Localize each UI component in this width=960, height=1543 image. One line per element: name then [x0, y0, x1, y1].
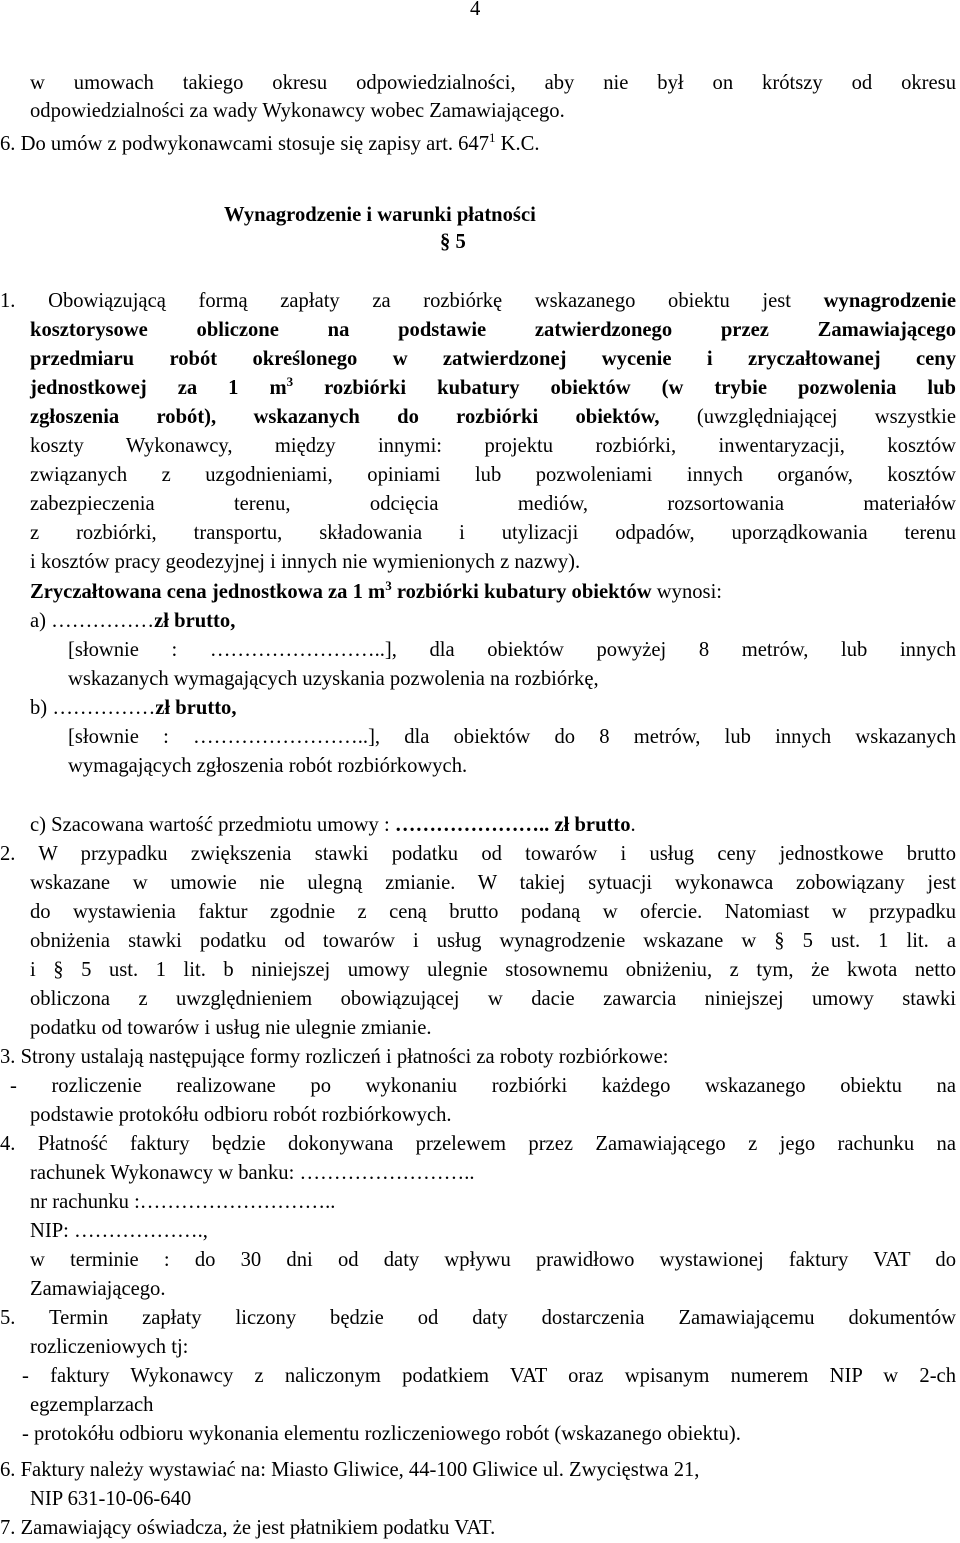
p1-line-6: koszty Wykonawcy, między innymi: projektu rozbiórki, inwentaryzacji, kosztów: [30, 435, 956, 457]
p2-line-6: obliczona z uwzględnieniem obowiązującej w dacie zawarcia niniejszej umowy stawki: [30, 988, 956, 1010]
price-line: [30, 579, 722, 605]
p2-line-7: podatku od towarów i usług nie ulegnie zmianie.: [30, 1017, 432, 1039]
p2-line-4: obniżenia stawki podatku od towarów i usług wynagrodzenie wskazane w § 5 ust. 1 lit. a: [30, 930, 956, 952]
p1-line-5-bold: zgłoszenia robót), wskazanych do rozbiórki obiektów,: [30, 406, 660, 428]
option-b: [30, 695, 237, 721]
price-line-sup: 3: [385, 578, 392, 593]
option-b-words: [słownie : ……………………..], dla obiektów do 8 metrów, lub innych wskazanych: [68, 726, 956, 748]
price-line-a: Zryczałtowana cena jednostkowa za 1 m: [30, 581, 386, 603]
option-b-dots: ……………: [52, 697, 156, 719]
intro-line-3-prefix: 6. Do umów z podwykonawcami stosuje się zapisy art. 647: [0, 133, 490, 155]
p1-line-5-text: (uwzględniającej wszystkie: [659, 406, 956, 428]
p4-line-6: Zamawiającego.: [30, 1278, 166, 1300]
p4-line-5: w terminie : do 30 dni od daty wpływu prawidłowo wystawionej faktury VAT do: [30, 1249, 956, 1271]
p1-line-1-bold: wynagrodzenie: [823, 290, 956, 312]
p2-line-1: 2. W przypadku zwiększenia stawki podatku od towarów i usług ceny jednostkowe brutto: [0, 843, 956, 865]
p4-line-3: nr rachunku :………………………..: [30, 1191, 336, 1213]
section-number: § 5: [440, 231, 466, 253]
p4-line-1: 4. Płatność faktury będzie dokonywana przelewem przez Zamawiającego z jego rachunku na: [0, 1133, 956, 1155]
p5-line-4: egzemplarzach: [30, 1394, 154, 1416]
p1-line-2: kosztorysowe obliczone na podstawie zatwierdzonego przez Zamawiającego: [30, 319, 956, 341]
p2-line-3: do wystawienia faktur zgodnie z ceną brutto podaną w ofercie. Natomiast w przypadku: [30, 901, 956, 923]
p3-line-2: - rozliczenie realizowane po wykonaniu rozbiórki każdego wskazanego obiektu na: [10, 1075, 956, 1097]
option-a-prefix: a): [30, 610, 52, 632]
intro-line-3-sup: 1: [489, 130, 496, 145]
p1-line-4-b: rozbiórki kubatury obiektów (w trybie pozwolenia lub: [293, 377, 956, 399]
option-a-words-2: wskazanych wymagających uzyskania pozwolenia na rozbiórkę,: [68, 668, 599, 690]
p6-line-2: NIP 631-10-06-640: [30, 1488, 192, 1510]
p1-line-1-text: 1. Obowiązującą formą zapłaty za rozbiórkę wskazanego obiektu jest: [0, 290, 824, 312]
p7-line-1: 7. Zamawiający oświadcza, że jest płatnikiem podatku VAT.: [0, 1517, 496, 1539]
section-title: Wynagrodzenie i warunki płatności: [224, 204, 536, 226]
p6-line-1: 6. Faktury należy wystawiać na: Miasto Gliwice, 44-100 Gliwice ul. Zwycięstwa 21,: [0, 1459, 700, 1481]
p3-line-3: podstawie protokółu odbioru robót rozbiórkowych.: [30, 1104, 452, 1126]
option-c-value: ………………….. zł brutto: [394, 814, 631, 836]
option-a: [30, 608, 235, 634]
p1-line-3: przedmiaru robót określonego w zatwierdzonej wycenie i zryczałtowanej ceny: [30, 348, 956, 370]
p1-line-7: związanych z uzgodnieniami, opiniami lub pozwoleniami innych organów, kosztów: [30, 464, 956, 486]
p2-line-2: wskazane w umowie nie ulegną zmianie. W takiej sytuacji wykonawca zobowiązany jest: [30, 872, 956, 894]
p1-line-4: [30, 375, 956, 401]
p1-line-1: [0, 288, 956, 314]
p5-line-3: - faktury Wykonawcy z naliczonym podatkiem VAT oraz wpisanym numerem NIP w 2-ch: [22, 1365, 956, 1387]
p1-line-9: z rozbiórki, transportu, składowania i utylizacji odpadów, uporządkowania terenu: [30, 522, 956, 544]
intro-line-3-suffix: K.C.: [495, 133, 540, 155]
p3-line-1: 3. Strony ustalają następujące formy rozliczeń i płatności za roboty rozbiórkowe:: [0, 1046, 669, 1068]
option-c-end: .: [630, 814, 636, 836]
p5-line-5: - protokółu odbioru wykonania elementu rozliczeniowego robót (wskazanego obiektu).: [22, 1423, 741, 1445]
p1-line-4-a: jednostkowej za 1 m: [30, 377, 287, 399]
price-line-c: wynosi:: [651, 581, 723, 603]
option-c: [30, 812, 636, 838]
p1-line-4-sup: 3: [286, 374, 294, 389]
p4-line-2: rachunek Wykonawcy w banku: ……………………..: [30, 1162, 475, 1184]
option-a-dots: ……………: [51, 610, 155, 632]
p1-line-10: i kosztów pracy geodezyjnej i innych nie wymienionych z nazwy).: [30, 551, 581, 573]
p1-line-8: zabezpieczenia terenu, odcięcia mediów, rozsortowania materiałów: [30, 493, 956, 515]
p1-line-5: [30, 404, 956, 430]
intro-line-3: [0, 131, 540, 157]
p2-line-5: i § 5 ust. 1 lit. b niniejszej umowy ulegnie stosownemu obniżeniu, z tym, że kwota netto: [30, 959, 956, 981]
p5-line-2: rozliczeniowych tj:: [30, 1336, 189, 1358]
option-a-words: [słownie : ……………………..], dla obiektów powyżej 8 metrów, lub innych: [68, 639, 956, 661]
option-b-amount: zł brutto,: [155, 697, 237, 719]
intro-line-2: odpowiedzialności za wady Wykonawcy wobec Zamawiającego.: [30, 100, 565, 122]
p4-line-4: NIP: ……………….,: [30, 1220, 208, 1242]
page-number: 4: [470, 0, 481, 20]
price-line-b: rozbiórki kubatury obiektów: [391, 581, 652, 603]
option-c-prefix: c) Szacowana wartość przedmiotu umowy :: [30, 814, 395, 836]
option-a-amount: zł brutto,: [154, 610, 236, 632]
p5-line-1: 5. Termin zapłaty liczony będzie od daty dostarczenia Zamawiającemu dokumentów: [0, 1307, 956, 1329]
option-b-words-2: wymagających zgłoszenia robót rozbiórkowych.: [68, 755, 468, 777]
intro-line-1: w umowach takiego okresu odpowiedzialności, aby nie był on krótszy od okresu: [30, 72, 956, 94]
option-b-prefix: b): [30, 697, 53, 719]
